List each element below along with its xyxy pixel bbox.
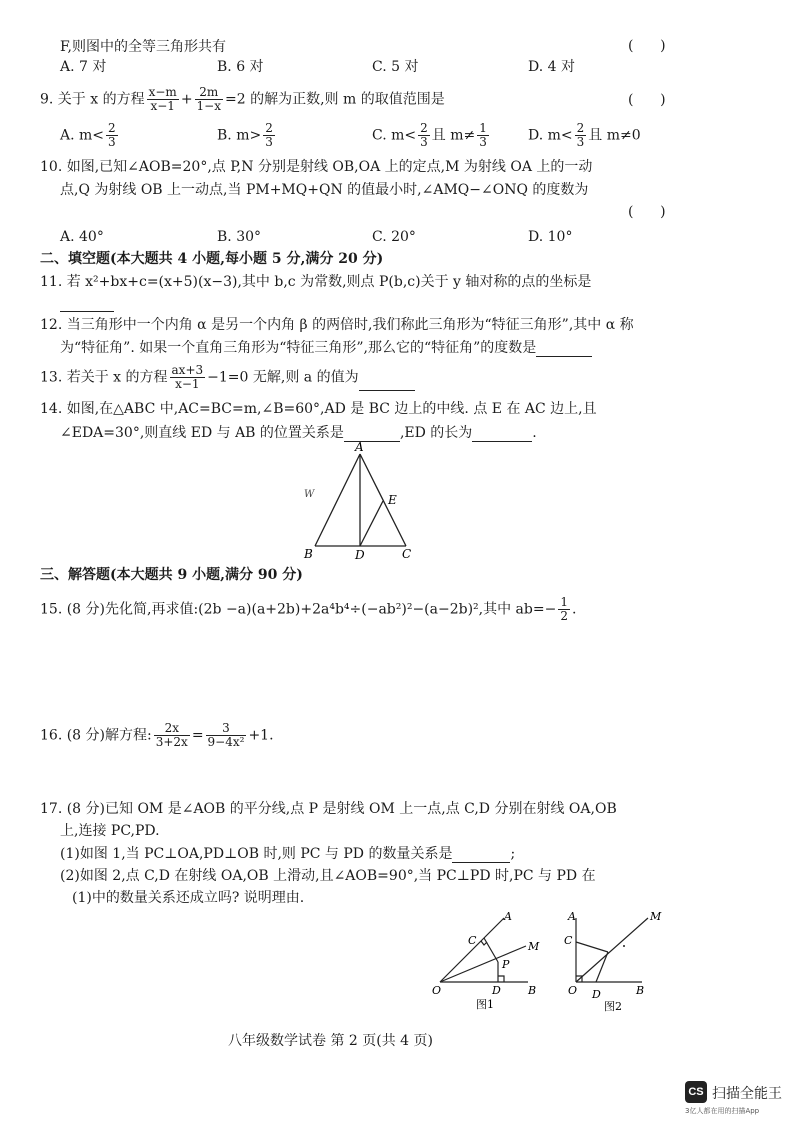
fig2-label-d: D (592, 988, 601, 1001)
q17-line2: 上,连接 PC,PD. (60, 823, 160, 839)
q8-option-c: C. 5 对 (372, 59, 419, 75)
q9-frac1 (147, 86, 179, 113)
q10-line1: 10. 如图,已知∠AOB=20°,点 P,N 分别是射线 OB,OA 上的定点,M 为射线 OA 上的一动 (40, 159, 593, 175)
q9-suffix: =2 的解为正数,则 m 的取值范围是 (225, 91, 445, 108)
fig1-label-c: C (468, 934, 477, 947)
q17-line3: (1)如图 1,当 PC⊥OA,PD⊥OB 时,则 PC 与 PD 的数量关系是 ; (60, 846, 516, 862)
q9-prefix: 9. 关于 x 的方程 (40, 91, 145, 108)
q8-paren: ( ) (628, 38, 666, 54)
q9-frac1-num: x−m (148, 85, 177, 99)
q15-stem: 15. (8 分)先化简,再求值:(2b −a)(a+2b)+2a⁴b⁴÷(−ab²)²−(a−2b)²,其中 ab=− $\frac{1}{2}$ . (40, 595, 577, 623)
q17-line1: 17. (8 分)已知 OM 是∠AOB 的平分线,点 P 是射线 OM 上一点,点 C,D 分别在射线 OA,OB (40, 801, 617, 817)
watermark-name: 扫描全能王 (712, 1086, 782, 1102)
q10-line2: 点,Q 为射线 OB 上一动点,当 PM+MQ+QN 的值最小时,∠AMQ−∠ONQ 的度数为 (60, 182, 589, 198)
q10-option-c: C. 20° (372, 229, 416, 245)
q14-blank-2[interactable] (472, 427, 532, 442)
fig1-label-o: O (432, 984, 442, 997)
section-3-heading: 三、解答题(本大题共 9 小题,满分 90 分) (40, 567, 303, 583)
cs-logo-icon: CS (685, 1081, 707, 1103)
q13-blank[interactable] (359, 376, 415, 391)
q8-option-b: B. 6 对 (217, 59, 264, 75)
q12-line1: 12. 当三角形中一个内角 α 是另一个内角 β 的两倍时,我们称此三角形为“特征三角形”,其中 α 称 (40, 317, 634, 333)
q9-option-b: B. m> $\frac{2}{3}$ (217, 121, 273, 149)
section-2-heading: 二、填空题(本大题共 4 小题,每小题 5 分,满分 20 分) (40, 251, 384, 267)
q9-frac2-num: 2m (195, 86, 223, 100)
q10-paren: ( ) (628, 204, 666, 220)
fig2-label-b: B (636, 984, 645, 997)
q17-line5: (1)中的数量关系还成立吗? 说明理由. (72, 890, 305, 906)
q8-option-a: A. 7 对 (60, 59, 107, 75)
q8-line: F,则图中的全等三角形共有 (60, 39, 226, 55)
fig2-dot (623, 945, 625, 947)
q14-label-a: A (355, 441, 364, 454)
q9-option-d: D. m< $\frac{2}{3}$ 且 m≠0 (528, 121, 641, 149)
q9-frac2-den: 1−x (196, 99, 222, 113)
q17-blank[interactable] (452, 848, 510, 863)
q14-label-b: B (304, 547, 313, 561)
q13-frac: $\frac{ax+3}{x-1}$ (171, 363, 204, 391)
q14-label-w: W (304, 489, 315, 500)
fig1-label-d: D (492, 984, 501, 997)
fig1-caption: 图1 (476, 998, 494, 1011)
q9-frac1-den: x−1 (150, 99, 175, 113)
q9-option-a: A. m< $\frac{2}{3}$ (60, 121, 116, 149)
q10-option-b: B. 30° (217, 229, 262, 245)
q9-option-c: C. m< $\frac{2}{3}$ 且 m≠ $\frac{1}{3}$ (372, 121, 487, 149)
q11-blank[interactable] (60, 297, 114, 312)
fig2-caption: 图2 (604, 1000, 622, 1013)
q16-frac2: $\frac{3}{\text{9−4x²}}$ (207, 721, 245, 749)
q11-answer-line (60, 294, 114, 312)
q11-line1: 11. 若 x²+bx+c=(x+5)(x−3),其中 b,c 为常数,则点 P(b,c)关于 y 轴对称的点的坐标是 (40, 274, 592, 290)
q16-frac1: $\frac{2x}{3+2x}$ (155, 721, 188, 749)
fig1-label-b: B (528, 984, 537, 997)
fig1-label-a: A (504, 910, 512, 923)
fig2-label-m: M (650, 910, 662, 923)
q17-figure-1 (428, 906, 548, 1014)
q16-stem: 16. (8 分)解方程: $\frac{2x}{3+2x}$ = $\frac{3}{\text{9−4x²}}$ +1. (40, 721, 274, 749)
q9-paren: ( ) (628, 92, 666, 108)
q15-frac: $\frac{1}{2}$ (560, 595, 568, 623)
page-footer: 八年级数学试卷 第 2 页(共 4 页) (228, 1033, 433, 1049)
fig1-label-m: M (528, 940, 540, 953)
fig2-label-c: C (564, 934, 573, 947)
fig2-label-a: A (568, 910, 576, 923)
q14-line1: 14. 如图,在△ABC 中,AC=BC=m,∠B=60°,AD 是 BC 边上的中线. 点 E 在 AC 边上,且 (40, 401, 597, 417)
q17-line4: (2)如图 2,点 C,D 在射线 OA,OB 上滑动,且∠AOB=90°,当 PC⊥PD 时,PC 与 PD 在 (60, 868, 596, 884)
q12-blank[interactable] (536, 342, 592, 357)
watermark-sub: 3亿人都在用的扫描App (685, 1107, 760, 1115)
q9-frac2 (195, 86, 223, 113)
q8-option-d: D. 4 对 (528, 59, 575, 75)
q14-triangle-figure (296, 441, 426, 565)
q14-label-c: C (402, 547, 412, 561)
fig2-label-o: O (568, 984, 578, 997)
q14-blank-1[interactable] (344, 427, 400, 442)
q12-line2: 为“特征角”. 如果一个直角三角形为“特征三角形”,那么它的“特征角”的度数是 (60, 339, 592, 357)
q9-stem (40, 86, 445, 113)
q14-label-d: D (355, 548, 365, 562)
q10-option-d: D. 10° (528, 229, 573, 245)
q14-label-e: E (388, 493, 397, 507)
q17-figure-2 (562, 906, 672, 1018)
fig1-label-p: P (502, 958, 510, 971)
q14-line2: ∠EDA=30°,则直线 ED 与 AB 的位置关系是 ,ED 的长为 . (60, 425, 537, 441)
q10-option-a: A. 40° (60, 229, 104, 245)
q9-plus: + (180, 91, 193, 108)
q13-stem: 13. 若关于 x 的方程 $\frac{ax+3}{x-1}$ −1=0 无解,则 a 的值为 (40, 364, 415, 391)
